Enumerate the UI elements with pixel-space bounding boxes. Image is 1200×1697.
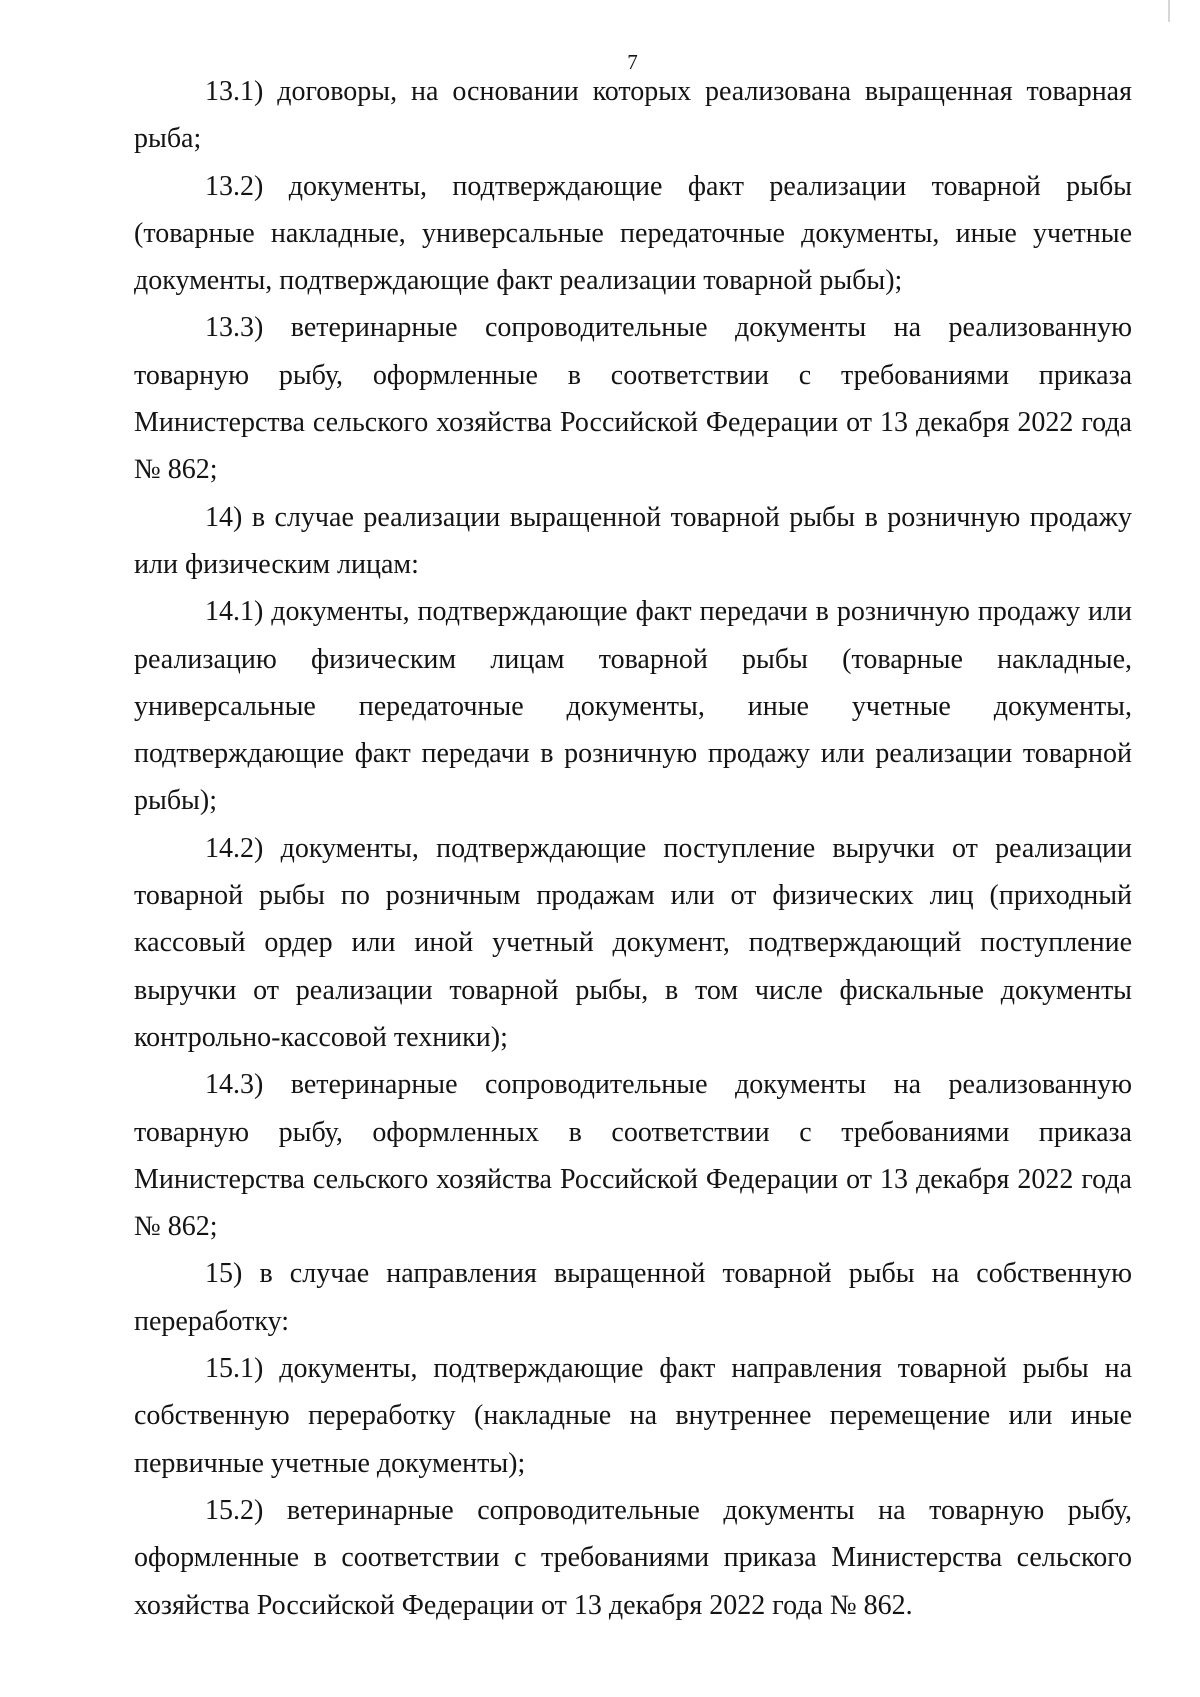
paragraph-15-1: 15.1) документы, подтверждающие факт направления товарной рыбы на собственную переработку (накладные на внутреннее перемещение или иные первичные учетные документы);: [134, 1353, 1132, 1479]
paragraph-14-3: 14.3) ветеринарные сопроводительные документы на реализованную товарную рыбу, оформленных в соответствии с требованиями приказа Министерства сельского хозяйства Российской Федерации от 13 декабря 2022 года № 862;: [134, 1069, 1132, 1243]
document-body: [134, 68, 1132, 1629]
page-number: 7: [627, 50, 638, 74]
paragraph-15-2: 15.2) ветеринарные сопроводительные документы на товарную рыбу, оформленные в соответствии с требованиями приказа Министерства сельского хозяйства Российской Федерации от 13 декабря 2022 года № 862.: [134, 1494, 1132, 1621]
paragraph-15: 15) в случае направления выращенной товарной рыбы на собственную переработку:: [134, 1258, 1132, 1337]
paragraph-14: 14) в случае реализации выращенной товарной рыбы в розничную продажу или физическим лицам:: [134, 501, 1132, 580]
paragraph-14-1: 14.1) документы, подтверждающие факт передачи в розничную продажу или реализацию физическим лицам товарной рыбы (товарные накладные, универсальные передаточные документы, иные учетные документы, подтверждающие факт передачи в розничную продажу или реализации товарной рыбы);: [134, 596, 1132, 817]
paragraph-13-3: 13.3) ветеринарные сопроводительные документы на реализованную товарную рыбу, оформленные в соответствии с требованиями приказа Министерства сельского хозяйства Российской Федерации от 13 декабря 2022 года № 862;: [134, 312, 1132, 486]
paragraph-13-1: 13.1) договоры, на основании которых реализована выращенная товарная рыба;: [134, 76, 1132, 155]
paragraph-13-2: 13.2) документы, подтверждающие факт реализации товарной рыбы (товарные накладные, универсальные передаточные документы, иные учетные документы, подтверждающие факт реализации товарной рыбы);: [134, 170, 1132, 297]
paragraph-14-2: 14.2) документы, подтверждающие поступление выручки от реализации товарной рыбы по розничным продажам или от физических лиц (приходный кассовый ордер или иной учетный документ, подтверждающий поступление выручки от реализации товарной рыбы, в том числе фискальные документы контрольно-кассовой техники);: [134, 832, 1132, 1053]
scan-edge-mark: [1168, 0, 1200, 22]
